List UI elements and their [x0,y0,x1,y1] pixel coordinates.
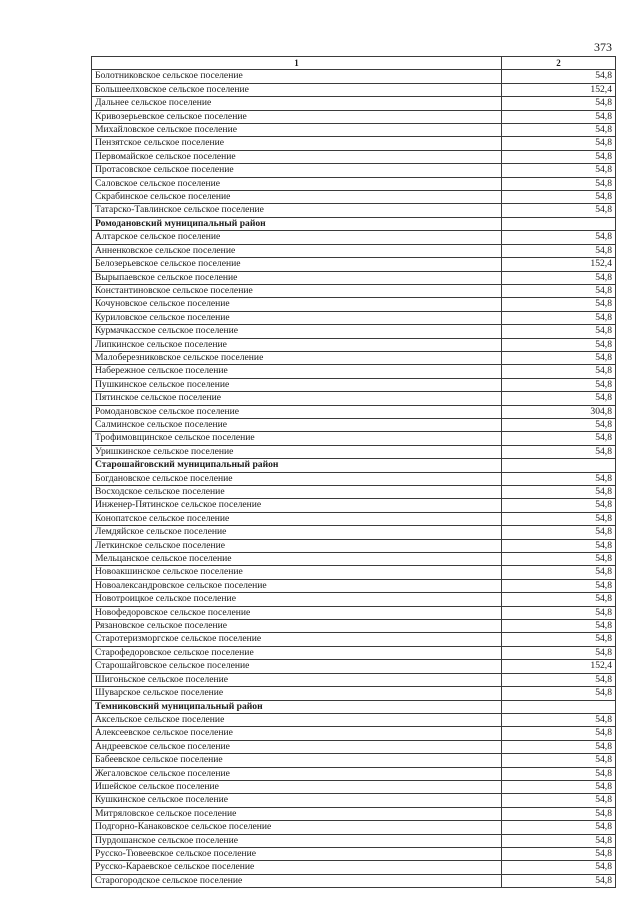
settlement-name: Алексеевское сельское поселение [92,727,502,740]
district-header-row [92,459,616,472]
settlement-name: Русско-Караевское сельское поселение [92,861,502,874]
table-row [92,351,616,364]
amount-value: 54,8 [502,150,616,163]
amount-value: 54,8 [502,512,616,525]
amount-value: 54,8 [502,727,616,740]
amount-value: 54,8 [502,606,616,619]
table-row [92,673,616,686]
table-row [92,258,616,271]
settlement-name: Алтарское сельское поселение [92,231,502,244]
amount-value: 54,8 [502,593,616,606]
settlement-name: Анненковское сельское поселение [92,244,502,257]
table-row [92,740,616,753]
table-row [92,486,616,499]
table-row [92,794,616,807]
settlement-name: Инженер-Пятинское сельское поселение [92,499,502,512]
settlement-name: Салминское сельское поселение [92,418,502,431]
amount-value: 54,8 [502,499,616,512]
settlement-name: Шуварское сельское поселение [92,687,502,700]
amount-value: 54,8 [502,97,616,110]
amount-value: 54,8 [502,204,616,217]
amount-value: 54,8 [502,284,616,297]
settlement-name: Пятинское сельское поселение [92,392,502,405]
settlement-name: Малоберезниковское сельское поселение [92,351,502,364]
settlement-name: Саловское сельское поселение [92,177,502,190]
amount-value: 304,8 [502,405,616,418]
settlement-name: Пушкинское сельское поселение [92,378,502,391]
settlement-name: Новоакшинское сельское поселение [92,566,502,579]
table-row [92,767,616,780]
table-row [92,137,616,150]
table-row [92,566,616,579]
settlement-name: Старогородское сельское поселение [92,874,502,887]
settlement-name: Пензятское сельское поселение [92,137,502,150]
settlement-name: Болотниковское сельское поселение [92,70,502,83]
settlement-name: Леткинское сельское поселение [92,539,502,552]
settlement-name: Кушкинское сельское поселение [92,794,502,807]
table-row [92,378,616,391]
settlement-name: Жегаловское сельское поселение [92,767,502,780]
district-header-row [92,217,616,230]
amount-value: 54,8 [502,271,616,284]
amount-value: 54,8 [502,646,616,659]
settlement-name: Шигоньское сельское поселение [92,673,502,686]
amount-value: 54,8 [502,687,616,700]
amount-value [502,217,616,230]
amount-value: 54,8 [502,673,616,686]
amount-value: 54,8 [502,633,616,646]
district-name: Темниковский муниципальный район [92,700,502,713]
table-row [92,472,616,485]
table-row [92,164,616,177]
amount-value: 54,8 [502,566,616,579]
amount-value: 54,8 [502,861,616,874]
district-name: Старошайговский муниципальный район [92,459,502,472]
amount-value: 54,8 [502,713,616,726]
table-row [92,874,616,887]
table-row [92,445,616,458]
amount-value: 54,8 [502,553,616,566]
settlement-name: Первомайское сельское поселение [92,150,502,163]
settlement-name: Пурдошанское сельское поселение [92,834,502,847]
settlement-name: Дальнее сельское поселение [92,97,502,110]
amount-value: 54,8 [502,834,616,847]
amount-value: 54,8 [502,70,616,83]
table-row [92,606,616,619]
settlement-name: Набережное сельское поселение [92,365,502,378]
amount-value: 54,8 [502,110,616,123]
amount-value: 54,8 [502,392,616,405]
amount-value: 54,8 [502,847,616,860]
settlement-name: Андреевское сельское поселение [92,740,502,753]
table-body [92,70,616,888]
table-row [92,70,616,83]
column-header-1: 1 [92,57,502,70]
settlement-name: Кривозерьевское сельское поселение [92,110,502,123]
settlement-name: Восходское сельское поселение [92,486,502,499]
table-row [92,687,616,700]
table-row [92,284,616,297]
table-row [92,499,616,512]
table-row [92,660,616,673]
settlement-name: Липкинское сельское поселение [92,338,502,351]
amount-value: 54,8 [502,874,616,887]
table-row [92,861,616,874]
table-row [92,713,616,726]
amount-value: 54,8 [502,807,616,820]
amount-value [502,700,616,713]
table-row [92,191,616,204]
amount-value: 54,8 [502,754,616,767]
amount-value: 54,8 [502,579,616,592]
district-name: Ромодановский муниципальный район [92,217,502,230]
settlement-name: Русско-Тювеевское сельское поселение [92,847,502,860]
settlement-name: Ишейское сельское поселение [92,780,502,793]
table-row [92,418,616,431]
table-row [92,97,616,110]
amount-value: 54,8 [502,177,616,190]
page-number: 373 [594,40,612,54]
amount-value: 54,8 [502,231,616,244]
table-header-row [92,57,616,70]
table-row [92,177,616,190]
table-row [92,298,616,311]
amount-value: 54,8 [502,325,616,338]
settlement-name: Куриловское сельское поселение [92,311,502,324]
amount-value: 54,8 [502,164,616,177]
settlement-name: Скрабинское сельское поселение [92,191,502,204]
table-row [92,110,616,123]
table-row [92,539,616,552]
amount-value: 54,8 [502,432,616,445]
settlement-name: Константиновское сельское поселение [92,284,502,297]
settlement-name: Богдановское сельское поселение [92,472,502,485]
table-row [92,150,616,163]
table-row [92,620,616,633]
settlement-name: Подгорно-Канаковское сельское поселение [92,821,502,834]
settlement-name: Аксельское сельское поселение [92,713,502,726]
table-row [92,338,616,351]
table-row [92,365,616,378]
settlement-name: Курмачкасское сельское поселение [92,325,502,338]
amount-value: 54,8 [502,311,616,324]
amount-value: 152,4 [502,660,616,673]
settlement-name: Белозерьевское сельское поселение [92,258,502,271]
settlement-name: Уришкинское сельское поселение [92,445,502,458]
table-row [92,432,616,445]
amount-value: 54,8 [502,298,616,311]
table-row [92,124,616,137]
table-row [92,325,616,338]
amount-value: 54,8 [502,124,616,137]
settlement-name: Трофимовщинское сельское поселение [92,432,502,445]
settlement-name: Михайловское сельское поселение [92,124,502,137]
table-row [92,244,616,257]
amount-value: 54,8 [502,526,616,539]
amount-value: 54,8 [502,191,616,204]
settlement-name: Старотеризморгское сельское поселение [92,633,502,646]
table-row [92,646,616,659]
table-row [92,807,616,820]
table-row [92,754,616,767]
amount-value: 54,8 [502,620,616,633]
settlement-name: Старошайговское сельское поселение [92,660,502,673]
column-header-2: 2 [502,57,616,70]
settlement-name: Татарско-Тавлинское сельское поселение [92,204,502,217]
settlement-name: Бабеевское сельское поселение [92,754,502,767]
table-row [92,834,616,847]
amount-value: 54,8 [502,740,616,753]
amount-value: 54,8 [502,338,616,351]
amount-value: 54,8 [502,365,616,378]
settlement-name: Лемдяйское сельское поселение [92,526,502,539]
amount-value: 54,8 [502,472,616,485]
amount-value: 54,8 [502,539,616,552]
settlement-name: Ромодановское сельское поселение [92,405,502,418]
table-row [92,231,616,244]
amount-value: 54,8 [502,794,616,807]
table-row [92,593,616,606]
settlement-name: Новофедоровское сельское поселение [92,606,502,619]
amount-value: 54,8 [502,137,616,150]
table-row [92,553,616,566]
table-row [92,83,616,96]
amount-value [502,459,616,472]
amount-value: 152,4 [502,83,616,96]
allocation-table [91,56,616,888]
amount-value: 54,8 [502,821,616,834]
amount-value: 54,8 [502,244,616,257]
amount-value: 54,8 [502,445,616,458]
table-row [92,821,616,834]
table-row [92,204,616,217]
settlement-name: Мельцанское сельское поселение [92,553,502,566]
table-row [92,727,616,740]
table-row [92,526,616,539]
settlement-name: Кочуновское сельское поселение [92,298,502,311]
table-row [92,311,616,324]
amount-value: 54,8 [502,486,616,499]
settlement-name: Новоалександровское сельское поселение [92,579,502,592]
amount-value: 54,8 [502,767,616,780]
table-row [92,512,616,525]
amount-value: 54,8 [502,780,616,793]
amount-value: 152,4 [502,258,616,271]
settlement-name: Большеелховское сельское поселение [92,83,502,96]
settlement-name: Вырыпаевское сельское поселение [92,271,502,284]
settlement-name: Старофедоровское сельское поселение [92,646,502,659]
district-header-row [92,700,616,713]
settlement-name: Новотроицкое сельское поселение [92,593,502,606]
amount-value: 54,8 [502,378,616,391]
settlement-name: Протасовское сельское поселение [92,164,502,177]
table-row [92,271,616,284]
table-row [92,579,616,592]
table-row [92,392,616,405]
table-row [92,780,616,793]
amount-value: 54,8 [502,418,616,431]
settlement-name: Митряловское сельское поселение [92,807,502,820]
amount-value: 54,8 [502,351,616,364]
settlement-name: Конопатское сельское поселение [92,512,502,525]
table-row [92,847,616,860]
table-row [92,405,616,418]
table-row [92,633,616,646]
settlement-name: Рязановское сельское поселение [92,620,502,633]
